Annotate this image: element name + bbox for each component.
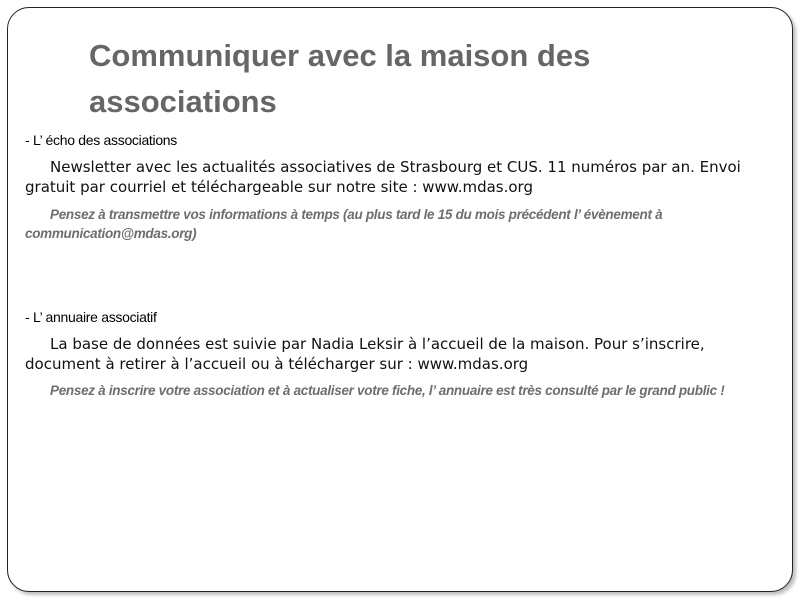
section-heading-annuaire: - L’ annuaire associatif [25,309,157,325]
section-body-annuaire: La base de données est suivie par Nadia Leksir à l’accueil de la maison. Pour s’inscrire, document à retirer à l’accueil ou à télécharger sur : www.mdas.org [25,335,705,373]
section-heading-echo: - L’ écho des associations [25,132,177,148]
slide-frame [7,7,793,592]
section-note-echo: Pensez à transmettre vos informations à temps (au plus tard le 15 du mois précédent l’ évènement à communication@mdas.org) [25,207,663,241]
slide-title: Communiquer avec la maison des associations [89,38,591,119]
section-body-echo: Newsletter avec les actualités associatives de Strasbourg et CUS. 11 numéros par an. Envoi gratuit par courriel et téléchargeable sur notre site : www.mdas.org [25,158,741,196]
section-note-annuaire: Pensez à inscrire votre association et à actualiser votre fiche, l’ annuaire est très consulté par le grand public ! [50,383,725,398]
